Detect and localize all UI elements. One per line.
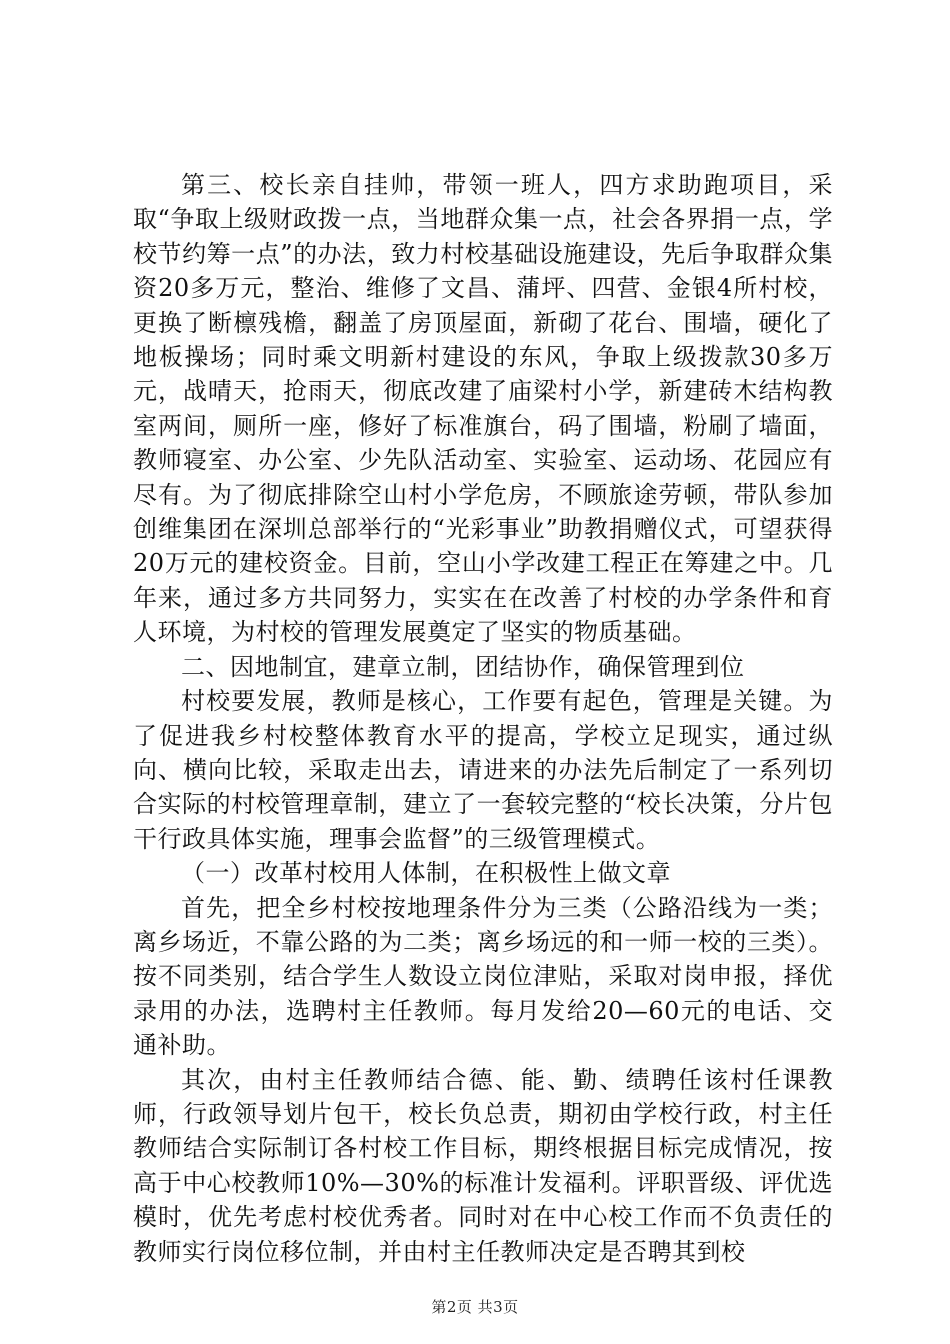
- paragraph-infrastructure: 第三、校长亲自挂帅，带领一班人，四方求助跑项目，采取“争取上级财政拨一点，当地群众集一点，社会各界捐一点，学校节约筹一点”的办法，致力村校基础设施建设，先后争取群众集资20多万元，整治、维修了文昌、蒲坪、四营、金银4所村校，更换了断檩残檐，翻盖了房顶屋面，新砌了花台、围墙，硬化了地板操场；同时乘文明新村建设的东风，争取上级拨款30多万元，战晴天，抢雨天，彻底改建了庙梁村小学，新建砖木结构教室两间，厕所一座，修好了标准旗台，码了围墙，粉刷了墙面，教师寝室、办公室、少先队活动室、实验室、运动场、花园应有尽有。为了彻底排除空山村小学危房，不顾旅途劳顿，带队参加创维集团在深圳总部举行的“光彩事业”助教捐赠仪式，可望获得20万元的建校资金。目前，空山小学改建工程正在筹建之中。几年来，通过多方共同努力，实实在在改善了村校的办学条件和育人环境，为村校的管理发展奠定了坚实的物质基础。: [133, 171, 833, 647]
- paragraph-management: 村校要发展，教师是核心，工作要有起色，管理是关键。为了促进我乡村校整体教育水平的提高，学校立足现实，通过纵向、横向比较，采取走出去，请进来的办法先后制定了一系列切合实际的村校管理章制，建立了一套较完整的“校长决策，分片包干行政具体实施，理事会监督”的三级管理模式。: [133, 687, 833, 853]
- document-body: [133, 168, 833, 1269]
- paragraph-first: 首先，把全乡村校按地理条件分为三类（公路沿线为一类；离乡场近，不靠公路的为二类；离乡场远的和一师一校的三类）。按不同类别，结合学生人数设立岗位津贴，采取对岗申报，择优录用的办法，选聘村主任教师。每月发给20—60元的电话、交通补助。: [133, 893, 833, 1060]
- section-heading-two: 二、因地制宜，建章立制，团结协作，确保管理到位: [181, 652, 745, 681]
- paragraph-second: 其次，由村主任教师结合德、能、勤、绩聘任该村任课教师，行政领导划片包干，校长负总责，期初由学校行政，村主任教师结合实际制订各村校工作目标，期终根据目标完成情况，按高于中心校教师10%—30%的标准计发福利。评职晋级、评优选模时，优先考虑村校优秀者。同时对在中心校工作而不负责任的教师实行岗位移位制，并由村主任教师决定是否聘其到校: [133, 1065, 833, 1266]
- page-footer: 第2页 共3页: [431, 1298, 519, 1316]
- subsection-heading-one: （一）改革村校用人体制，在积极性上做文章: [181, 859, 671, 888]
